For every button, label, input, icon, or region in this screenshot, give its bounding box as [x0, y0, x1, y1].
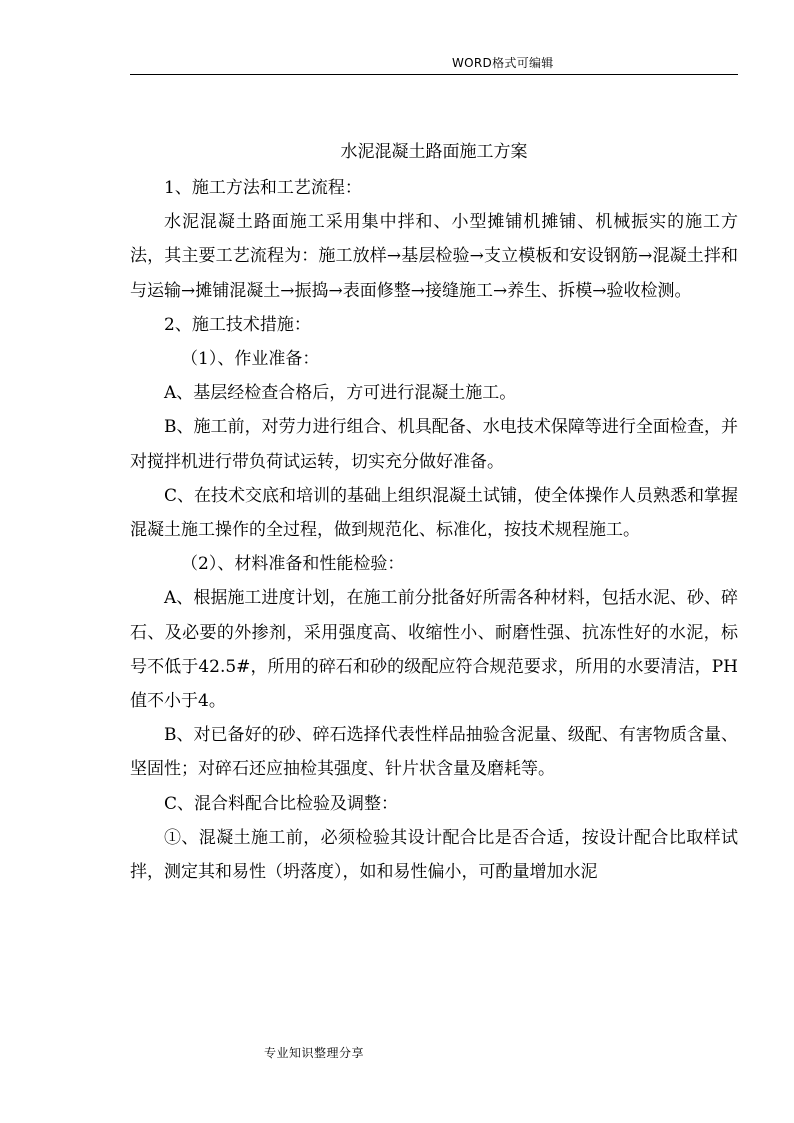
- page-footer-text: 专业知识整理分享: [264, 1046, 365, 1060]
- paragraph-item-c-1: C、在技术交底和培训的基础上组织混凝土试铺，使全体操作人员熟悉和掌握混凝土施工操作的全过程，做到规范化、标准化，按技术规程施工。: [130, 485, 739, 541]
- paragraph-step-1: ①、混凝土施工前，必须检验其设计配合比是否合适，按设计配合比取样试拌，测定其和易性（坍落度），如和易性偏小，可酌量增加水泥: [130, 827, 738, 883]
- header-divider: [130, 74, 738, 75]
- paragraph-item-a-2: A、根据施工进度计划，在施工前分批备好所需各种材料，包括水泥、砂、碎石、及必要的外掺剂，采用强度高、收缩性小、耐磨性强、抗冻性好的水泥，标号不低于42.5#，所用的碎石和砂的级配应符合规范要求，所用的水要清洁，PH值不小于4。: [130, 588, 738, 712]
- document-body: [130, 137, 738, 889]
- page-header-text: WORD格式可编辑: [452, 56, 554, 70]
- paragraph-item-c-2: C、混合料配合比检验及调整：: [164, 793, 399, 814]
- subsection-heading-2: （2）、材料准备和性能检验：: [181, 554, 405, 575]
- paragraph-process-flow: 水泥混凝土路面施工采用集中拌和、小型摊铺机摊铺、机械振实的施工方法，其主要工艺流程为：施工放样→基层检验→支立模板和安设钢筋→混凝土拌和与运输→摊铺混凝土→振捣→表面修整→接缝施工→养生、拆模→验收检测。: [130, 212, 738, 301]
- subsection-heading-1: （1）、作业准备：: [181, 349, 320, 370]
- paragraph-item-b-1: B、施工前，对劳力进行组合、机具配备、水电技术保障等进行全面检查，并对搅拌机进行带负荷试运转，切实充分做好准备。: [130, 417, 738, 472]
- paragraph-item-b-2: B、对已备好的砂、碎石选择代表性样品抽验含泥量、级配、有害物质含量、坚固性；对碎石还应抽检其强度、针片状含量及磨耗等。: [130, 725, 738, 780]
- paragraph-item-a-1: A、基层经检查合格后，方可进行混凝土施工。: [164, 383, 517, 404]
- section-heading-2: 2、施工技术措施：: [164, 314, 311, 335]
- document-title: 水泥混凝土路面施工方案: [340, 142, 528, 162]
- section-heading-1: 1、施工方法和工艺流程：: [164, 178, 362, 198]
